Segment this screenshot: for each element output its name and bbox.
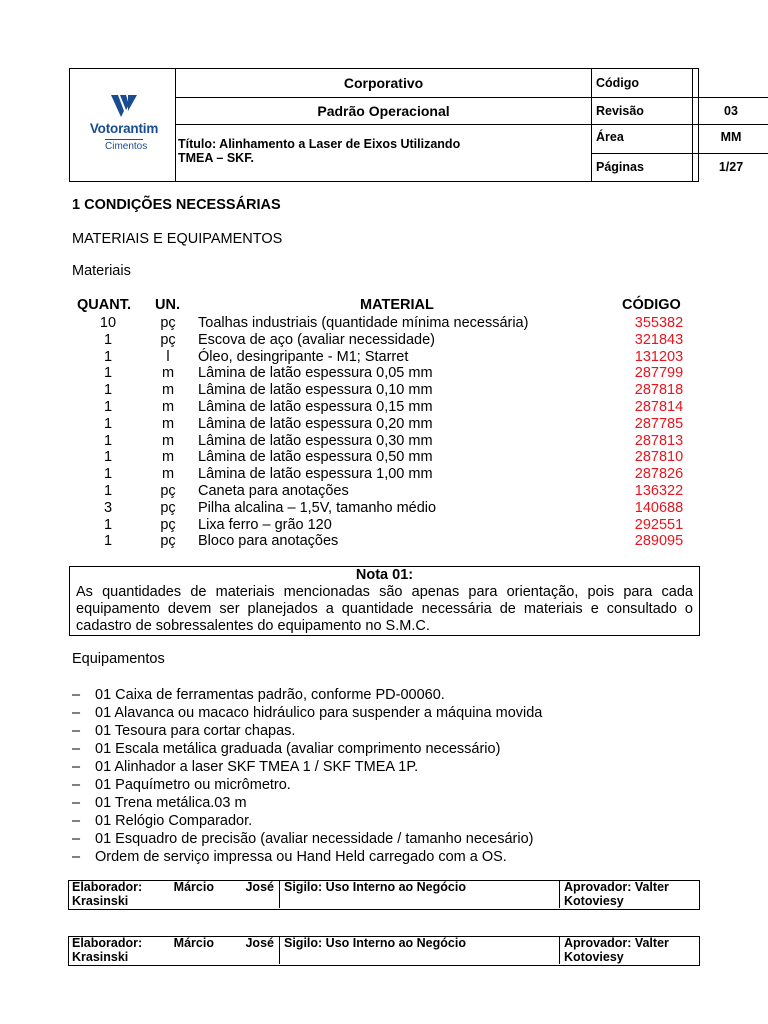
dash-bullet-icon: – (72, 687, 81, 703)
footer-aprovador-repeat: Aprovador: Valter Kotoviesy (559, 937, 699, 964)
material-description: Lâmina de latão espessura 0,20 mm (198, 415, 433, 432)
field-value-area: MM (692, 125, 768, 154)
material-row (0, 517, 768, 534)
elaborador-middle-name: José (245, 936, 274, 950)
material-code: 287813 (634, 432, 684, 449)
equipment-item (72, 830, 712, 848)
material-quantity: 1 (103, 449, 113, 466)
document-title (176, 125, 591, 181)
header-corporativo: Corporativo (176, 69, 591, 98)
elaborador-middle-name: José (245, 880, 274, 894)
footer-sigilo: Sigilo: Uso Interno ao Negócio (279, 881, 559, 908)
material-code: 287826 (634, 466, 684, 483)
material-unit: l (166, 348, 170, 365)
dash-bullet-icon: – (72, 741, 81, 757)
material-unit: m (161, 382, 175, 399)
material-unit: m (161, 365, 175, 382)
material-unit: pç (160, 482, 176, 499)
material-unit: pç (160, 516, 176, 533)
material-description: Toalhas industriais (quantidade mínima necessária) (198, 315, 529, 331)
material-row (0, 500, 768, 517)
material-code: 287799 (634, 365, 684, 382)
equipment-item-text: Ordem de serviço impressa ou Hand Held carregado com a OS. (95, 849, 507, 865)
material-row (0, 466, 768, 483)
material-code: 289095 (634, 533, 684, 550)
elaborador-last-name: Krasinski (72, 893, 129, 908)
material-row (0, 382, 768, 399)
material-row (0, 332, 768, 349)
equipment-item (72, 794, 712, 812)
footer-elaborador-repeat (69, 937, 279, 964)
elaborador-label: Elaborador: (72, 880, 143, 894)
material-quantity: 1 (103, 331, 113, 348)
equipment-item (72, 812, 712, 830)
material-row (0, 433, 768, 450)
material-unit: pç (160, 533, 176, 550)
logo-cell (70, 69, 176, 181)
materials-label: Materiais (72, 263, 131, 279)
company-logo (80, 93, 168, 154)
equipment-item-text: 01 Tesoura para cortar chapas. (95, 723, 296, 739)
material-code: 355382 (634, 315, 684, 331)
header-padrao-operacional: Padrão Operacional (176, 98, 591, 125)
field-value-paginas: 1/27 (692, 154, 768, 181)
material-row (0, 483, 768, 500)
material-quantity: 1 (103, 382, 113, 399)
equipment-title: Equipamentos (72, 651, 165, 667)
equipment-item (72, 722, 712, 740)
material-quantity: 1 (103, 365, 113, 382)
footer-table (68, 880, 700, 910)
logo-brand-text: Votorantim (89, 121, 159, 136)
material-description: Óleo, desingripante - M1; Starret (198, 348, 409, 365)
footer-elaborador (69, 881, 279, 908)
material-code: 131203 (634, 348, 684, 365)
equipment-item-text: 01 Relógio Comparador. (95, 813, 253, 829)
material-unit: pç (160, 315, 176, 331)
note-text: As quantidades de materiais mencionadas são apenas para orientação, pois para cada equipamento devem ser planejados a quantidade necessária de materiais e consultado o cadastro de sobressalentes do equipamento no S.M.C. (76, 584, 693, 634)
material-unit: pç (160, 331, 176, 348)
equipment-item (72, 686, 712, 704)
field-label-codigo: Código (591, 69, 692, 98)
material-code: 321843 (634, 331, 684, 348)
material-quantity: 1 (103, 398, 113, 415)
logo-sub-text: Cimentos (105, 141, 148, 152)
material-quantity: 1 (103, 415, 113, 432)
material-code: 140688 (634, 499, 684, 516)
material-row (0, 533, 768, 550)
column-header-unit: UN. (155, 297, 180, 313)
material-description: Bloco para anotações (198, 533, 339, 550)
document-title-line-2: TMEA – SKF. (178, 151, 254, 165)
dash-bullet-icon: – (72, 813, 81, 829)
material-quantity: 1 (103, 466, 113, 483)
equipment-item-text: 01 Esquadro de precisão (avaliar necessidade / tamanho necesário) (95, 831, 534, 847)
material-unit: m (161, 415, 175, 432)
material-row (0, 399, 768, 416)
material-unit: m (161, 432, 175, 449)
material-description: Lâmina de latão espessura 0,15 mm (198, 398, 433, 415)
column-header-material: MATERIAL (360, 297, 434, 313)
votorantim-mark-icon (80, 93, 168, 119)
material-row (0, 449, 768, 466)
dash-bullet-icon: – (72, 777, 81, 793)
footer-aprovador: Aprovador: Valter Kotoviesy (559, 881, 699, 908)
dash-bullet-icon: – (72, 849, 81, 865)
material-description: Lâmina de latão espessura 1,00 mm (198, 466, 433, 483)
note-box (69, 566, 700, 636)
equipment-item-text: 01 Paquímetro ou micrômetro. (95, 777, 291, 793)
section-title: 1 CONDIÇÕES NECESSÁRIAS (72, 197, 281, 213)
elaborador-first-name: Márcio (173, 880, 214, 894)
material-description: Lâmina de latão espessura 0,30 mm (198, 432, 433, 449)
equipment-item (72, 704, 712, 722)
material-unit: m (161, 466, 175, 483)
dash-bullet-icon: – (72, 831, 81, 847)
material-quantity: 1 (103, 348, 113, 365)
document-title-line-1: Título: Alinhamento a Laser de Eixos Utilizando (178, 137, 461, 151)
column-header-code: CÓDIGO (622, 297, 681, 313)
note-title: Nota 01: (355, 567, 414, 583)
material-unit: pç (160, 499, 176, 516)
field-label-area: Área (591, 125, 692, 154)
equipment-item (72, 848, 712, 866)
dash-bullet-icon: – (72, 795, 81, 811)
material-description: Lâmina de latão espessura 0,05 mm (198, 365, 433, 382)
dash-bullet-icon: – (72, 705, 81, 721)
elaborador-last-name: Krasinski (72, 949, 129, 964)
material-quantity: 1 (103, 516, 113, 533)
footer-sigilo-repeat: Sigilo: Uso Interno ao Negócio (279, 937, 559, 964)
dash-bullet-icon: – (72, 723, 81, 739)
column-header-quantity: QUANT. (77, 297, 131, 313)
equipment-item-text: 01 Alinhador a laser SKF TMEA 1 / SKF TMEA 1P. (95, 759, 419, 775)
material-row (0, 349, 768, 366)
dash-bullet-icon: – (72, 759, 81, 775)
material-quantity: 1 (103, 432, 113, 449)
material-code: 287810 (634, 449, 684, 466)
material-description: Lixa ferro – grão 120 (198, 516, 332, 533)
equipment-item-text: 01 Alavanca ou macaco hidráulico para suspender a máquina movida (95, 705, 543, 721)
material-code: 136322 (634, 482, 684, 499)
material-row (0, 416, 768, 433)
material-code: 287785 (634, 415, 684, 432)
section-subtitle: MATERIAIS E EQUIPAMENTOS (72, 231, 283, 247)
equipment-item-text: 01 Trena metálica.03 m (95, 795, 247, 811)
material-row (0, 365, 768, 382)
material-quantity: 3 (103, 499, 113, 516)
material-quantity: 10 (99, 315, 117, 331)
material-unit: m (161, 449, 175, 466)
material-code: 287818 (634, 382, 684, 399)
equipment-item-text: 01 Caixa de ferramentas padrão, conforme PD-00060. (95, 687, 445, 703)
material-code: 287814 (634, 398, 684, 415)
footer-table-repeat (68, 936, 700, 966)
material-unit: m (161, 398, 175, 415)
elaborador-label: Elaborador: (72, 936, 143, 950)
document-header-table (69, 68, 744, 182)
equipment-item (72, 758, 712, 776)
field-label-revisao: Revisão (591, 98, 692, 125)
material-row (0, 315, 768, 332)
equipment-item-text: 01 Escala metálica graduada (avaliar comprimento necessário) (95, 741, 501, 757)
field-value-revisao: 03 (692, 98, 768, 125)
material-code: 292551 (634, 516, 684, 533)
field-value-codigo (692, 69, 768, 98)
material-quantity: 1 (103, 482, 113, 499)
material-description: Lâmina de latão espessura 0,50 mm (198, 449, 433, 466)
equipment-item (72, 776, 712, 794)
material-description: Lâmina de latão espessura 0,10 mm (198, 382, 433, 399)
field-label-paginas: Páginas (591, 154, 692, 181)
materials-table (0, 315, 768, 550)
material-description: Escova de aço (avaliar necessidade) (198, 331, 435, 348)
equipment-item (72, 740, 712, 758)
material-description: Pilha alcalina – 1,5V, tamanho médio (198, 499, 437, 516)
elaborador-first-name: Márcio (173, 936, 214, 950)
equipment-list (72, 686, 712, 866)
material-description: Caneta para anotações (198, 482, 349, 499)
material-quantity: 1 (103, 533, 113, 550)
